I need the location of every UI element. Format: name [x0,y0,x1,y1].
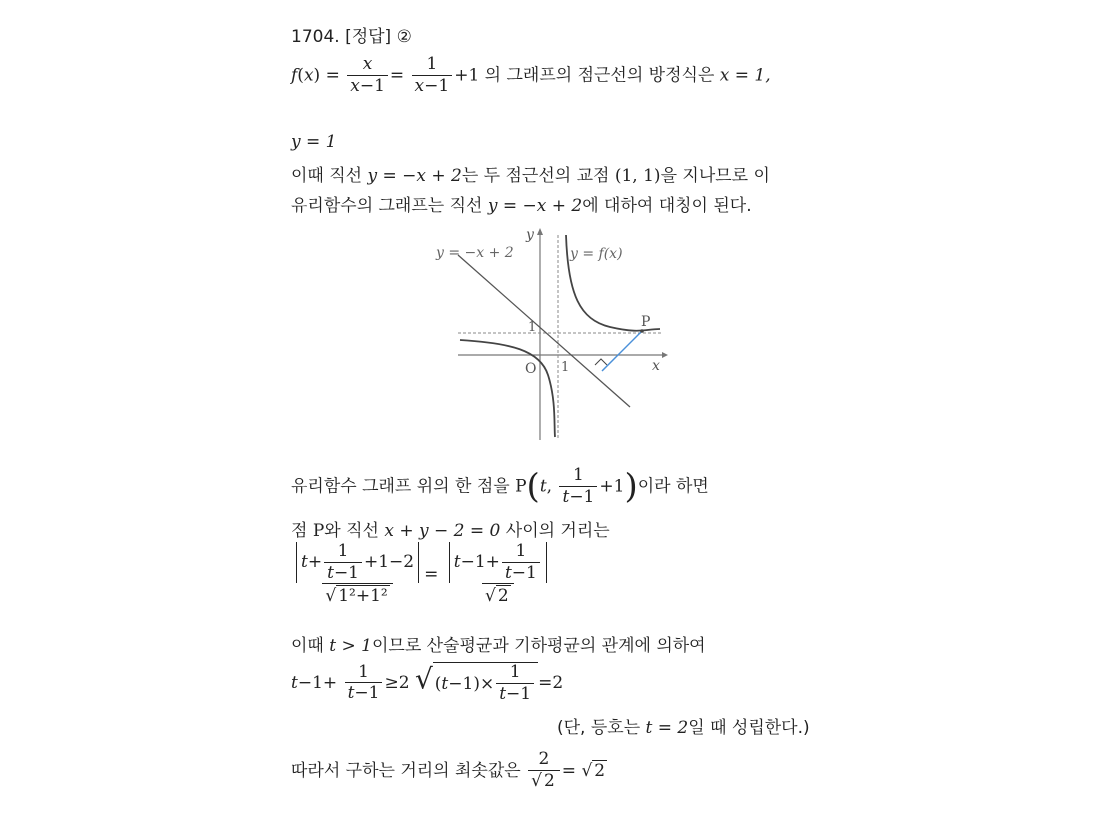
symmetry-line [458,255,630,407]
fraction-1-over-t-minus-1: $\frac{1}{t-1}$ [559,466,597,507]
perpendicular-segment [602,331,642,371]
answer-tag: [정답] [345,27,392,47]
equality-condition: (단, 등호는 t = 2일 때 성립한다.) [557,718,810,738]
rational-function-graph [430,225,670,450]
label-one-y: 1 [528,320,537,335]
function-definition-line: f(x) = $\frac{x}{x-1}$ = $\frac{1}{x-1}$ +1 의 그래프의 점근선의 방정식은 x = 1, [291,54,771,96]
asymptote-y: y = 1 [291,132,337,152]
label-x-axis: x [652,358,660,374]
intersection-point: (1, 1) [614,166,661,186]
line-equation: y = −x + 2 [487,196,583,216]
problem-header [291,22,412,47]
final-answer: √ 2 [581,760,606,781]
label-line: y = −x + 2 [436,245,514,261]
fraction-x-over-x-minus-1: $\frac{x}{x-1}$ [347,55,388,96]
symmetry-line-1: 이때 직선 y = −x + 2는 두 점근선의 교점 (1, 1)을 지나므로 이 [291,166,770,186]
problem-number: 1704. [291,27,340,47]
line-equation: y = −x + 2 [367,166,462,186]
asymptote-x: x = 1, [719,65,771,86]
distance-formula: t + $\frac{1}{t-1}$ +1−2 √ 1²+1² = t −1+ $\frac{1}{t-1}$ √ 2 [291,542,552,607]
label-curve: y = f(x) [570,246,623,262]
function-f: f [291,65,298,86]
point-definition-line: 유리함수 그래프 위의 한 점을 P(t, $\frac{1}{t-1}$ +1)이라 하면 [291,465,709,507]
am-gm-inequality: t−1+ $\frac{1}{t-1}$ ≥2 √ ( t −1)× $\frac{1}{t-1}$ =2 [291,661,564,704]
fraction-1-over-x-minus-1: $\frac{1}{x-1}$ [412,55,453,96]
symmetry-line-2: 유리함수의 그래프는 직선 y = −x + 2에 대하여 대칭이 된다. [291,196,752,216]
line-equation: x + y − 2 = 0 [384,521,501,541]
right-angle-mark [595,359,607,365]
y-axis-arrow [537,228,543,235]
fraction-2-over-sqrt2: $\frac{2}{√ 2}$ [528,750,560,792]
asymptote-text: 의 그래프의 점근선의 방정식은 [484,65,715,86]
label-one-x: 1 [561,360,570,375]
x-axis-arrow [662,352,668,358]
distance-intro-line: 점 P와 직선 x + y − 2 = 0 사이의 거리는 [291,521,610,541]
am-gm-intro-line: 이때 t > 1이므로 산술평균과 기하평균의 관계에 의하여 [291,636,706,656]
label-y-axis: y [526,227,534,243]
label-point-p: P [641,314,651,330]
label-origin: O [525,361,537,377]
conclusion-line: 따라서 구하는 거리의 최솟값은 $\frac{2}{√ 2}$ = √ 2 [291,749,606,791]
answer-mark: ② [396,27,412,47]
